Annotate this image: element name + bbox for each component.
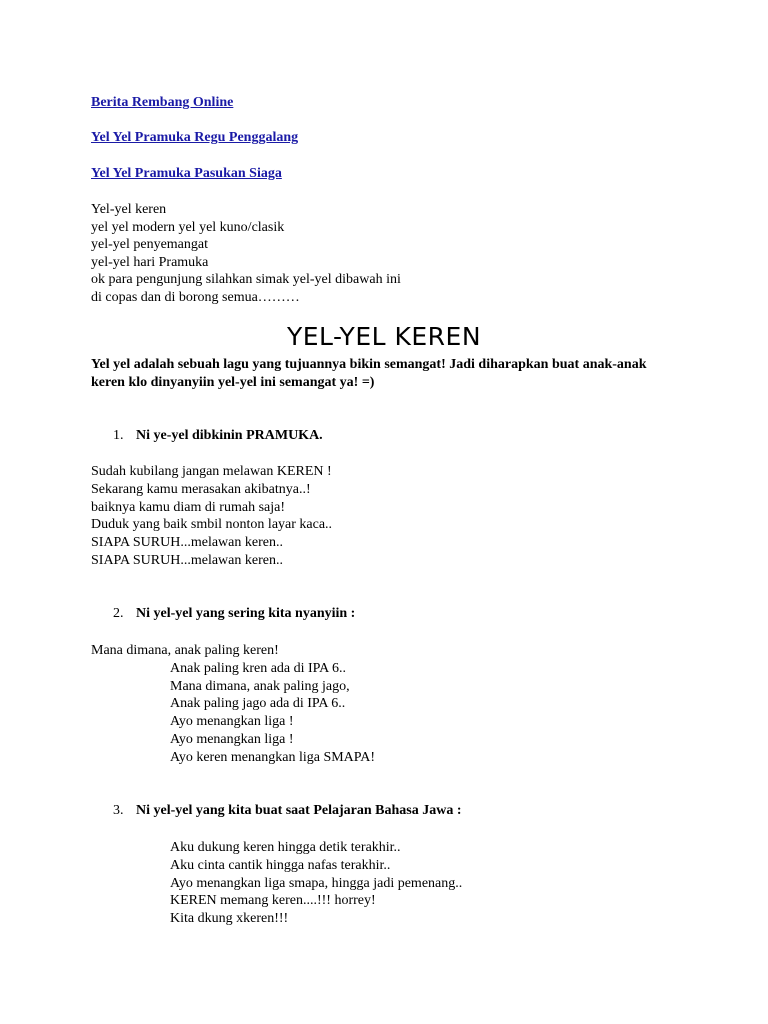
intro-line: yel-yel hari Pramuka: [91, 254, 209, 270]
intro-line: Yel-yel keren: [91, 202, 167, 217]
link-berita-rembang-online[interactable]: Berita Rembang Online: [91, 95, 234, 110]
lyric-line: Ayo keren menangkan liga SMAPA!: [170, 749, 376, 765]
list-number: 2.: [113, 606, 124, 621]
list-number: 3.: [113, 803, 124, 818]
lyric-line: Anak paling jago ada di IPA 6..: [170, 696, 346, 712]
lyric-line: Duduk yang baik smbil nonton layar kaca..: [91, 517, 333, 533]
intro-line: yel-yel penyemangat: [91, 237, 209, 253]
lyric-line: KEREN memang keren....!!! horrey!: [170, 893, 376, 909]
link-yel-yel-pramuka-regu-penggalang[interactable]: Yel Yel Pramuka Regu Penggalang: [91, 130, 299, 145]
lyric-line: Sudah kubilang jangan melawan KEREN !: [91, 464, 332, 479]
list-number: 1.: [113, 428, 124, 443]
lyric-line: SIAPA SURUH...melawan keren..: [91, 535, 283, 551]
yel-3-lyrics: [170, 839, 462, 928]
lyric-line: Anak paling kren ada di IPA 6..: [170, 660, 347, 676]
lyric-line: Ayo menangkan liga smapa, hingga jadi pemenang..: [170, 875, 463, 891]
lyric-line: Ayo menangkan liga !: [170, 714, 294, 730]
list-item-1-heading: [113, 428, 323, 444]
lyric-line: Aku dukung keren hingga detik terakhir..: [170, 840, 401, 855]
intro-line: di copas dan di borong semua………: [91, 289, 300, 305]
list-heading-text: Ni yel-yel yang kita buat saat Pelajaran Bahasa Jawa :: [136, 803, 462, 818]
list-heading-text: Ni ye-yel dibkinin PRAMUKA.: [136, 428, 323, 443]
list-heading-text: Ni yel-yel yang sering kita nyanyiin :: [136, 606, 356, 621]
intro-text: [91, 201, 401, 307]
list-item-3-heading: [113, 803, 462, 819]
yel-1-lyrics: [91, 463, 332, 570]
lyric-line: baiknya kamu diam di rumah saja!: [91, 499, 285, 515]
lyric-line: Kita dkung xkeren!!!: [170, 911, 289, 927]
lyric-line: SIAPA SURUH...melawan keren..: [91, 552, 283, 568]
list-item-2-heading: [113, 606, 355, 622]
lyric-line: Sekarang kamu merasakan akibatnya..!: [91, 481, 311, 497]
lyric-line: Aku cinta cantik hingga nafas terakhir..: [170, 857, 391, 873]
intro-line: yel yel modern yel yel kuno/clasik: [91, 219, 285, 235]
page-title: YEL-YEL KEREN: [286, 322, 482, 351]
lyric-line: Mana dimana, anak paling keren!: [91, 643, 279, 658]
yel-2-lyrics: [91, 642, 375, 767]
lyric-line: Ayo menangkan liga !: [170, 731, 294, 747]
intro-line: ok para pengunjung silahkan simak yel-yel dibawah ini: [91, 272, 401, 288]
lead-paragraph: Yel yel adalah sebuah lagu yang tujuannya bikin semangat! Jadi diharapkan buat anak-anak keren klo dinyanyiin yel-yel ini semangat ya! =): [91, 357, 647, 390]
link-yel-yel-pramuka-pasukan-siaga[interactable]: Yel Yel Pramuka Pasukan Siaga: [91, 166, 282, 181]
lyric-line: Mana dimana, anak paling jago,: [170, 678, 350, 694]
